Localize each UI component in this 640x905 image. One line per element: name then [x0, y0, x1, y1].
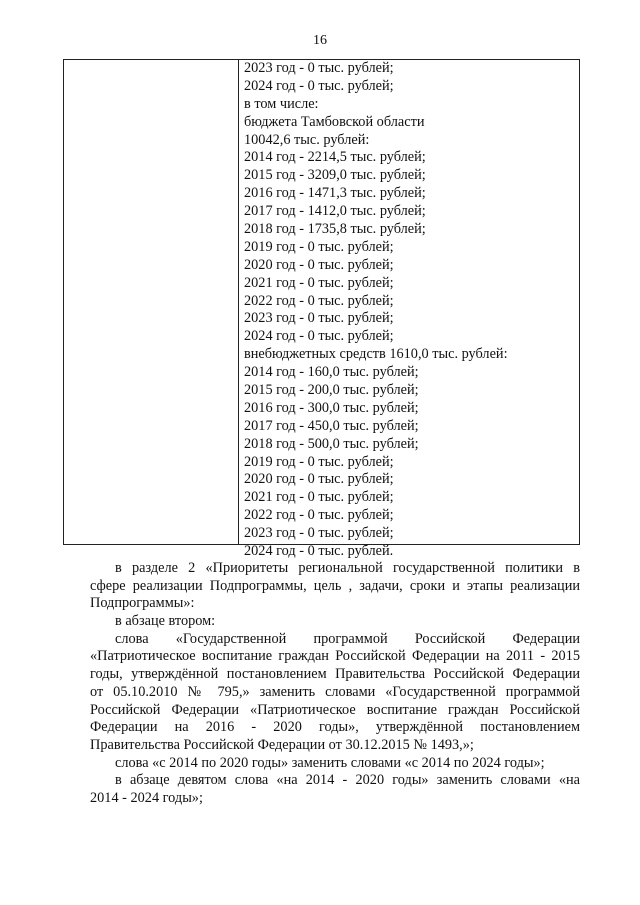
- funding-line: 2023 год - 0 тыс. рублей;: [244, 60, 394, 76]
- funding-line: 2017 год - 450,0 тыс. рублей;: [244, 417, 419, 434]
- amendment-text: [90, 560, 580, 808]
- funding-line: 2018 год - 500,0 тыс. рублей;: [244, 435, 419, 452]
- funding-line: 2014 год - 2214,5 тыс. рублей;: [244, 149, 426, 166]
- funding-line: 2020 год - 0 тыс. рублей;: [244, 256, 394, 273]
- paragraph-line: Федерации на 2016 - 2020 годы», утверждённой постановлением: [90, 719, 580, 736]
- funding-line: 2018 год - 1735,8 тыс. рублей;: [244, 221, 426, 238]
- funding-line: 2023 год - 0 тыс. рублей;: [244, 310, 394, 327]
- funding-line: 2016 год - 1471,3 тыс. рублей;: [244, 185, 426, 202]
- column-divider: [238, 60, 239, 544]
- funding-line: 2024 год - 0 тыс. рублей;: [244, 328, 394, 345]
- paragraph-line: от 05.10.2010 № 795,» заменить словами «Государственной программой: [90, 683, 580, 700]
- paragraph-line: в разделе 2 «Приоритеты региональной государственной политики в: [115, 560, 580, 576]
- funding-line: 2019 год - 0 тыс. рублей;: [244, 453, 394, 470]
- funding-line: внебюджетных средств 1610,0 тыс. рублей:: [244, 346, 508, 363]
- paragraph-line: сфере реализации Подпрограммы, цель , задачи, сроки и этапы реализации: [90, 577, 580, 594]
- funding-line: 2021 год - 0 тыс. рублей;: [244, 489, 394, 506]
- funding-line: 2024 год - 0 тыс. рублей;: [244, 77, 394, 94]
- paragraph-line: «Патриотическое воспитание граждан Российской Федерации на 2011 - 2015: [90, 648, 580, 665]
- funding-line: бюджета Тамбовской области: [244, 113, 425, 130]
- funding-line: 2015 год - 3209,0 тыс. рублей;: [244, 167, 426, 184]
- paragraph-line: слова «с 2014 по 2020 годы» заменить словами «с 2014 по 2024 годы»;: [115, 754, 545, 771]
- funding-line: 2023 год - 0 тыс. рублей;: [244, 525, 394, 542]
- funding-line: 2015 год - 200,0 тыс. рублей;: [244, 382, 419, 399]
- funding-line: 2016 год - 300,0 тыс. рублей;: [244, 399, 419, 416]
- funding-line: 2017 год - 1412,0 тыс. рублей;: [244, 203, 426, 220]
- paragraph-line: в абзаце девятом слова «на 2014 - 2020 годы» заменить словами «на: [115, 772, 580, 789]
- paragraph-line: слова «Государственной программой Российской Федерации: [115, 630, 580, 647]
- paragraph-line: 2014 - 2024 годы»;: [90, 789, 203, 806]
- paragraph-line: годы, утверждённой постановлением Правительства Российской Федерации: [90, 666, 580, 683]
- funding-line: 2014 год - 160,0 тыс. рублей;: [244, 364, 419, 381]
- funding-cell: [244, 60, 508, 561]
- paragraph-line: Российской Федерации «Патриотическое воспитание граждан Российской: [90, 701, 580, 718]
- funding-table: [63, 59, 580, 560]
- paragraph-line: Правительства Российской Федерации от 30.12.2015 № 1493,»;: [90, 736, 474, 753]
- paragraph-line: Подпрограммы»:: [90, 595, 195, 612]
- funding-line: 2020 год - 0 тыс. рублей;: [244, 471, 394, 488]
- paragraph-line: в абзаце втором:: [115, 613, 216, 630]
- funding-line: 2022 год - 0 тыс. рублей;: [244, 292, 394, 309]
- funding-line: 2019 год - 0 тыс. рублей;: [244, 238, 394, 255]
- funding-line: 2022 год - 0 тыс. рублей;: [244, 507, 394, 524]
- funding-line: 2024 год - 0 тыс. рублей.: [244, 543, 394, 560]
- funding-line: в том числе:: [244, 95, 319, 112]
- funding-line: 10042,6 тыс. рублей:: [244, 131, 370, 148]
- page-number: 16: [313, 33, 327, 48]
- funding-line: 2021 год - 0 тыс. рублей;: [244, 274, 394, 291]
